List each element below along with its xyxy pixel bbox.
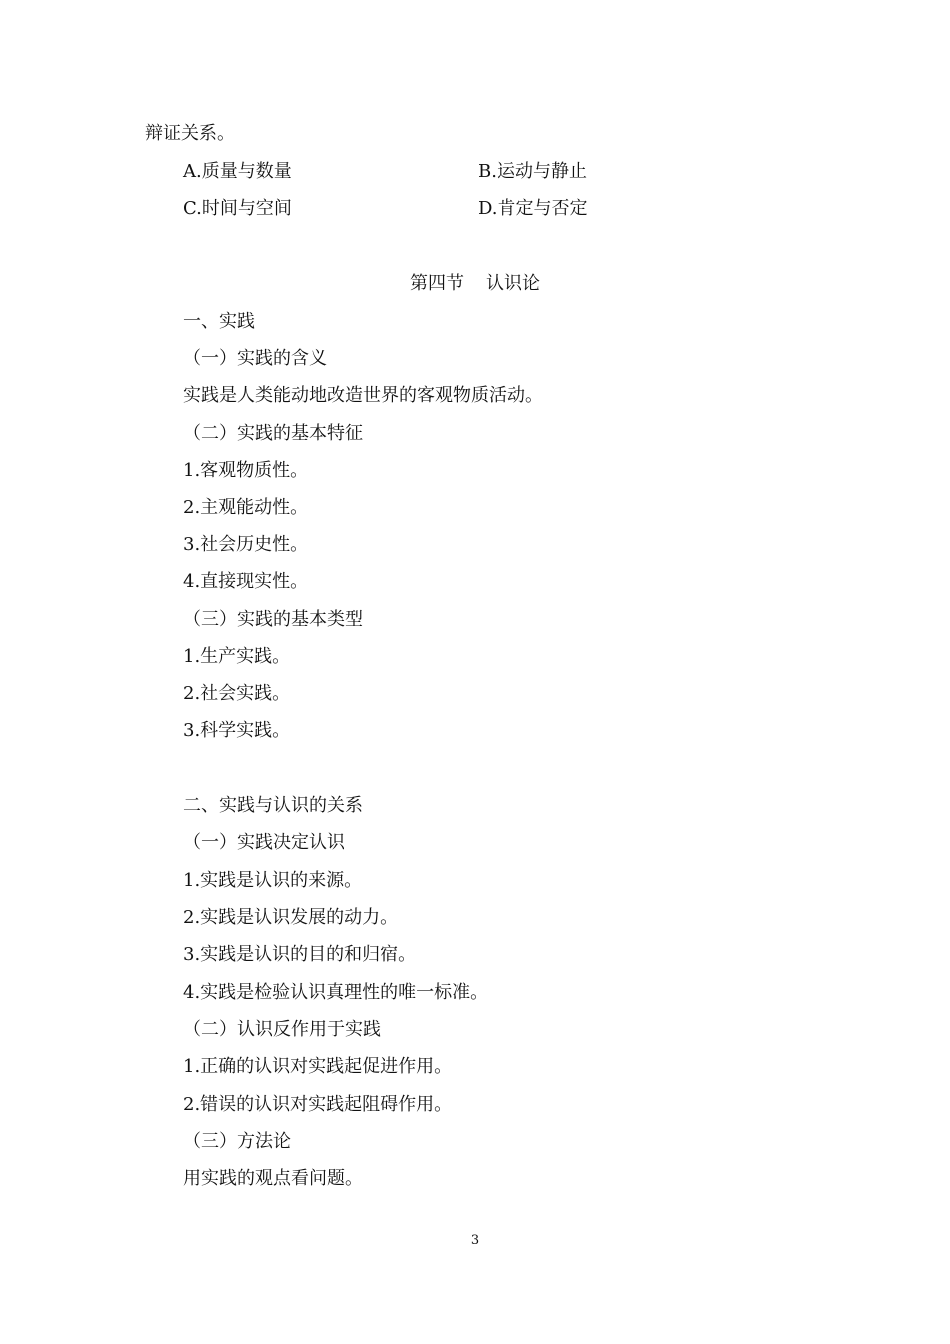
list-item: 2.主观能动性。 [183,497,309,518]
list-item: 2.社会实践。 [183,683,291,704]
list-item: 2.实践是认识发展的动力。 [183,907,399,928]
option-b: B.运动与静止 [478,161,587,182]
page-number: 3 [470,1233,480,1248]
list-item: 1.生产实践。 [183,646,291,667]
part2-heading: 二、实践与认识的关系 [183,795,363,816]
list-item: 3.科学实践。 [183,720,291,741]
list-item: 1.实践是认识的来源。 [183,870,363,891]
list-item: 2.错误的认识对实践起阻碍作用。 [183,1094,453,1115]
part2-sub2-heading: （二）认识反作用于实践 [183,1019,381,1040]
list-item: 1.正确的认识对实践起促进作用。 [183,1056,453,1077]
list-item: 3.社会历史性。 [183,534,309,555]
option-d: D.肯定与否定 [478,198,588,219]
part2-sub3-text: 用实践的观点看问题。 [183,1168,363,1189]
list-item: 1.客观物质性。 [183,460,309,481]
list-item: 4.实践是检验认识真理性的唯一标准。 [183,982,489,1003]
section-title [0,272,950,296]
part2-sub3-heading: （三）方法论 [183,1131,291,1152]
part1-sub3-heading: （三）实践的基本类型 [183,609,363,630]
option-c: C.时间与空间 [183,198,292,219]
section-name: 认识论 [486,273,540,294]
part1-sub2-heading: （二）实践的基本特征 [183,423,363,444]
list-item: 3.实践是认识的目的和归宿。 [183,944,417,965]
section-number: 第四节 [410,273,464,294]
option-a: A.质量与数量 [183,161,292,182]
part1-sub1-text: 实践是人类能动地改造世界的客观物质活动。 [183,385,543,406]
part1-sub1-heading: （一）实践的含义 [183,348,327,369]
continuation-text: 辩证关系。 [145,123,235,144]
list-item: 4.直接现实性。 [183,571,309,592]
part1-heading: 一、实践 [183,311,255,332]
part2-sub1-heading: （一）实践决定认识 [183,832,345,853]
